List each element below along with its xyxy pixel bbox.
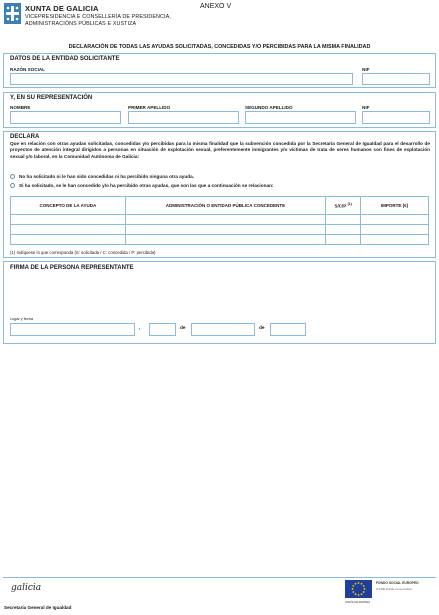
concept-cell[interactable] — [11, 225, 126, 235]
amount-header: IMPORTE (€) — [361, 197, 429, 215]
entity-heading: DATOS DE LA ENTIDAD SOLICITANTE — [10, 56, 120, 62]
option-none-radio[interactable] — [10, 174, 15, 179]
amount-cell[interactable] — [361, 215, 429, 225]
eu-motto: O FSE inviste no teu futuro — [376, 587, 413, 591]
name-label: NOMBRE — [10, 105, 31, 110]
status-cell[interactable] — [326, 235, 361, 245]
declaration-paragraph: Que en relación con otras ayudas solicitadas, concedidas y/o percibidas para la misma finalidad que la subvención concedida por la Secretaría General de Igualdad para el desarrollo de proyectos de atención integral dirigidos a personas en situación de explotación sexual, preferentemente inmigrantes y/o víctimas de trata de seres humanos con fines de explotación sexual y/o laboral, en la Comunidad Autónoma de Galicia: — [10, 141, 430, 159]
first-surname-field[interactable] — [128, 111, 239, 124]
place-field[interactable] — [10, 323, 135, 336]
concept-cell[interactable] — [11, 235, 126, 245]
footer-divider — [3, 577, 436, 578]
first-surname-label: PRIMER APELLIDO — [128, 105, 171, 110]
org-line-1: VICEPRESIDENCIA E CONSELLERÍA DE PRESIDENCIA, — [25, 14, 171, 20]
org-name: XUNTA DE GALICIA — [25, 4, 99, 13]
eu-fund-label: FONDO SOCIAL EUROPEO — [376, 581, 419, 585]
administration-cell[interactable] — [125, 215, 325, 225]
org-line-2: ADMINISTRACIÓNS PÚBLICAS E XUSTIZA — [25, 21, 137, 27]
amount-cell[interactable] — [361, 225, 429, 235]
option-none-label: No ha solicitado ni le han sido concedidas ni ha percibido ninguna otra ayuda. — [19, 174, 195, 179]
administration-header: ADMINISTRACIÓN O ENTIDAD PÚBLICA CONCEDENTE — [125, 197, 325, 215]
business-name-field[interactable] — [10, 73, 353, 85]
entity-nif-label: NIF — [362, 67, 370, 72]
second-surname-label: SEGUNDO APELLIDO — [245, 105, 293, 110]
status-header: S/C/P $^{(1)}$ — [326, 197, 361, 215]
second-surname-field[interactable] — [245, 111, 356, 124]
aid-table — [10, 196, 429, 245]
entity-nif-field[interactable] — [362, 73, 430, 85]
status-cell[interactable] — [326, 225, 361, 235]
year-field[interactable] — [270, 323, 306, 336]
month-field[interactable] — [191, 323, 255, 336]
business-name-label: RAZÓN SOCIAL — [10, 67, 45, 72]
representative-nif-label: NIF — [362, 105, 370, 110]
department-label: Secretaría General de Igualdad — [4, 605, 72, 610]
option-some-radio[interactable] — [10, 183, 15, 188]
table-footnote: (1) Indíquese lo que corresponda (S: solicitada / C: concedida / P: percibida) — [10, 250, 156, 255]
place-date-label: Lugar y fecha — [10, 317, 34, 321]
eu-flag-icon — [345, 580, 372, 598]
concept-cell[interactable] — [11, 215, 126, 225]
concept-header: CONCEPTO DE LA AYUDA — [11, 197, 126, 215]
table-row — [11, 225, 429, 235]
name-field[interactable] — [10, 111, 121, 124]
declaration-heading: DECLARA — [10, 134, 40, 140]
comma-separator: , — [139, 326, 141, 331]
de-label-2: de — [259, 326, 265, 331]
annex-label: ANEXO V — [200, 3, 232, 10]
table-row — [11, 235, 429, 245]
option-some-label: Sí ha solicitado, se le han concedido y/o ha percibido otras ayudas, que son las que a continuación se relacionan: — [19, 183, 274, 188]
galicia-brand-logo: galicia — [11, 583, 42, 593]
amount-cell[interactable] — [361, 235, 429, 245]
document-title: DECLARACIÓN DE TODAS LAS AYUDAS SOLICITADAS, CONCEDIDAS Y/O PERCIBIDAS PARA LA MISMA FINALIDAD — [68, 44, 371, 50]
table-row — [11, 215, 429, 225]
signature-heading: FIRMA DE LA PERSONA REPRESENTANTE — [10, 265, 134, 271]
administration-cell[interactable] — [125, 235, 325, 245]
xunta-logo-icon — [4, 3, 21, 24]
day-field[interactable] — [149, 323, 176, 336]
representative-nif-field[interactable] — [362, 111, 430, 124]
administration-cell[interactable] — [125, 225, 325, 235]
status-cell[interactable] — [326, 215, 361, 225]
eu-name-label: UNIÓN EUROPEA — [345, 600, 371, 604]
de-label-1: de — [180, 326, 186, 331]
representative-heading: Y, EN SU REPRESENTACIÓN — [10, 95, 93, 101]
